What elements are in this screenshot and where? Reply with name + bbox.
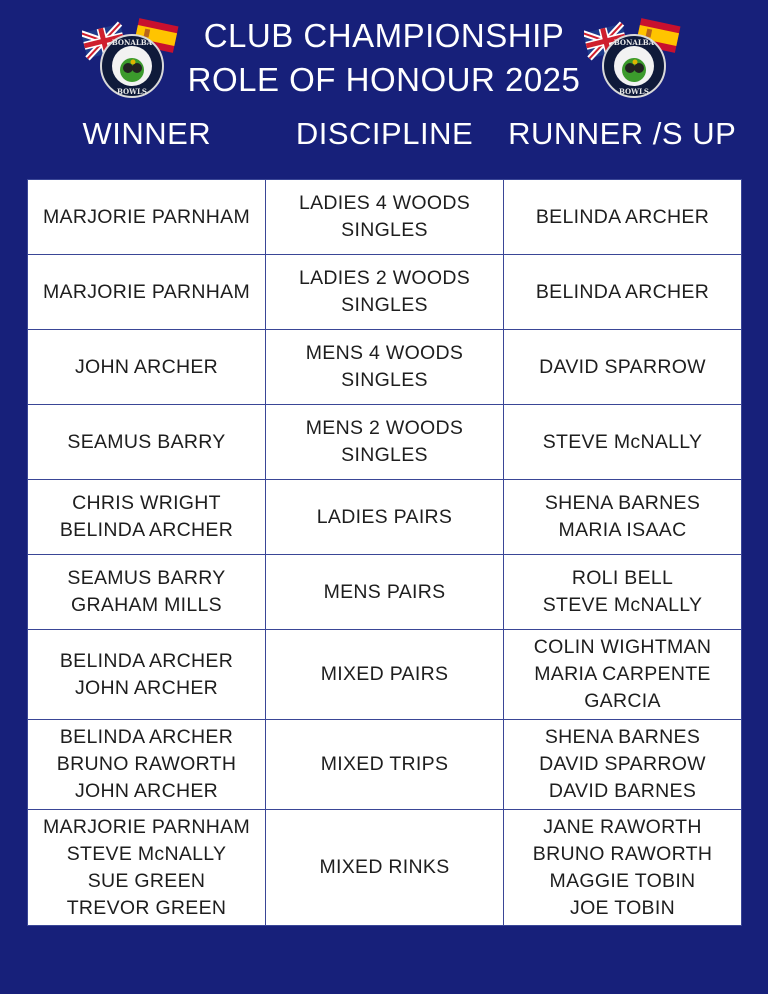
runner-up-cell bbox=[504, 330, 742, 405]
table-row bbox=[28, 405, 742, 480]
discipline-name-line: LADIES 2 WOODS bbox=[298, 267, 471, 289]
winner-name-line: BRUNO RAWORTH bbox=[56, 753, 237, 775]
winner-name-line: STEVE McNALLY bbox=[66, 842, 227, 865]
runner-up-name-line: BRUNO RAWORTH bbox=[532, 842, 713, 865]
discipline-cell bbox=[266, 255, 504, 330]
runner-up-name-line: DAVID SPARROW bbox=[539, 753, 706, 775]
runner-up-name-line: STEVE McNALLY bbox=[542, 594, 703, 616]
discipline-name-line: SINGLES bbox=[341, 219, 428, 241]
runner-up-name-line: STEVE McNALLY bbox=[542, 430, 703, 453]
winner-name-line: MARJORIE PARNHAM bbox=[42, 815, 251, 838]
winner-name-line: SEAMUS BARRY bbox=[67, 567, 226, 589]
header-discipline: DISCIPLINE bbox=[295, 116, 474, 151]
winner-name-line: CHRIS WRIGHT bbox=[72, 492, 221, 514]
winner-name-line: BELINDA ARCHER bbox=[59, 519, 234, 541]
runner-up-cell bbox=[504, 630, 742, 720]
winner-name-line: JOHN ARCHER bbox=[74, 676, 219, 699]
winner-name-line: GRAHAM MILLS bbox=[71, 594, 222, 616]
table-row bbox=[28, 480, 742, 555]
runner-up-name-line: BELINDA ARCHER bbox=[535, 205, 710, 228]
winner-cell bbox=[28, 330, 266, 405]
discipline-name-line: LADIES 4 WOODS bbox=[298, 192, 471, 214]
page-title bbox=[0, 14, 768, 102]
winner-name-line: JOHN ARCHER bbox=[74, 780, 219, 802]
table-row bbox=[28, 810, 742, 926]
runner-up-cell bbox=[504, 405, 742, 480]
winner-cell bbox=[28, 405, 266, 480]
honours-table bbox=[27, 179, 742, 926]
table-row bbox=[28, 630, 742, 720]
winner-name-line: MARJORIE PARNHAM bbox=[42, 280, 251, 303]
winner-name-line: JOHN ARCHER bbox=[74, 355, 219, 378]
discipline-name-line: MENS PAIRS bbox=[323, 580, 446, 603]
runner-up-name-line: JANE RAWORTH bbox=[543, 815, 702, 838]
winner-cell bbox=[28, 630, 266, 720]
discipline-name-line: MENS 4 WOODS bbox=[305, 342, 464, 364]
runner-up-cell bbox=[504, 720, 742, 810]
winner-name-line: BELINDA ARCHER bbox=[59, 649, 234, 672]
discipline-name-line: SINGLES bbox=[341, 444, 428, 466]
runner-up-cell bbox=[504, 180, 742, 255]
discipline-cell bbox=[266, 180, 504, 255]
title-line-1: CLUB CHAMPIONSHIP bbox=[203, 17, 565, 54]
runner-up-name-line: SHENA BARNES bbox=[544, 726, 701, 748]
winner-cell bbox=[28, 555, 266, 630]
winner-name-line: SUE GREEN bbox=[87, 869, 206, 892]
discipline-cell bbox=[266, 630, 504, 720]
discipline-cell bbox=[266, 555, 504, 630]
discipline-name-line: SINGLES bbox=[341, 294, 428, 316]
table-row bbox=[28, 180, 742, 255]
discipline-name-line: LADIES PAIRS bbox=[316, 505, 453, 528]
discipline-name-line: MENS 2 WOODS bbox=[305, 417, 464, 439]
winner-cell bbox=[28, 480, 266, 555]
runner-up-name-line: COLIN WIGHTMAN bbox=[533, 636, 712, 658]
discipline-cell bbox=[266, 810, 504, 926]
runner-up-cell bbox=[504, 555, 742, 630]
runner-up-name-line: MARIA ISAAC bbox=[558, 519, 687, 541]
winner-name-line: TREVOR GREEN bbox=[66, 896, 227, 919]
runner-up-name-line: ROLI BELL bbox=[571, 567, 674, 589]
runner-up-name-line: BELINDA ARCHER bbox=[535, 280, 710, 303]
header-winner: WINNER bbox=[82, 116, 212, 151]
discipline-name-line: MIXED RINKS bbox=[319, 856, 450, 878]
runner-up-name-line: DAVID BARNES bbox=[548, 780, 697, 802]
runner-up-name-line: GARCIA bbox=[584, 690, 661, 712]
runner-up-cell bbox=[504, 810, 742, 926]
header-runner-up: RUNNER /S UP bbox=[508, 116, 737, 151]
winner-name-line: BELINDA ARCHER bbox=[59, 726, 234, 748]
table-row bbox=[28, 330, 742, 405]
table-row bbox=[28, 255, 742, 330]
discipline-cell bbox=[266, 720, 504, 810]
table-row bbox=[28, 555, 742, 630]
winner-cell bbox=[28, 255, 266, 330]
table-row bbox=[28, 720, 742, 810]
discipline-name-line: MIXED TRIPS bbox=[320, 753, 449, 775]
winner-name-line: SEAMUS BARRY bbox=[67, 430, 226, 453]
runner-up-name-line: MARIA CARPENTE bbox=[534, 663, 711, 685]
runner-up-name-line: JOE TOBIN bbox=[570, 896, 675, 919]
winner-cell bbox=[28, 720, 266, 810]
runner-up-name-line: SHENA BARNES bbox=[544, 492, 701, 514]
discipline-name-line: MIXED PAIRS bbox=[320, 663, 449, 685]
runner-up-name-line: MAGGIE TOBIN bbox=[549, 869, 696, 892]
winner-name-line: MARJORIE PARNHAM bbox=[42, 205, 251, 228]
runner-up-name-line: DAVID SPARROW bbox=[539, 355, 706, 378]
column-headers bbox=[28, 116, 741, 152]
discipline-name-line: SINGLES bbox=[341, 369, 428, 391]
discipline-cell bbox=[266, 330, 504, 405]
winner-cell bbox=[28, 810, 266, 926]
title-line-2: ROLE OF HONOUR 2025 bbox=[187, 61, 581, 98]
discipline-cell bbox=[266, 480, 504, 555]
winner-cell bbox=[28, 180, 266, 255]
discipline-cell bbox=[266, 405, 504, 480]
runner-up-cell bbox=[504, 480, 742, 555]
runner-up-cell bbox=[504, 255, 742, 330]
